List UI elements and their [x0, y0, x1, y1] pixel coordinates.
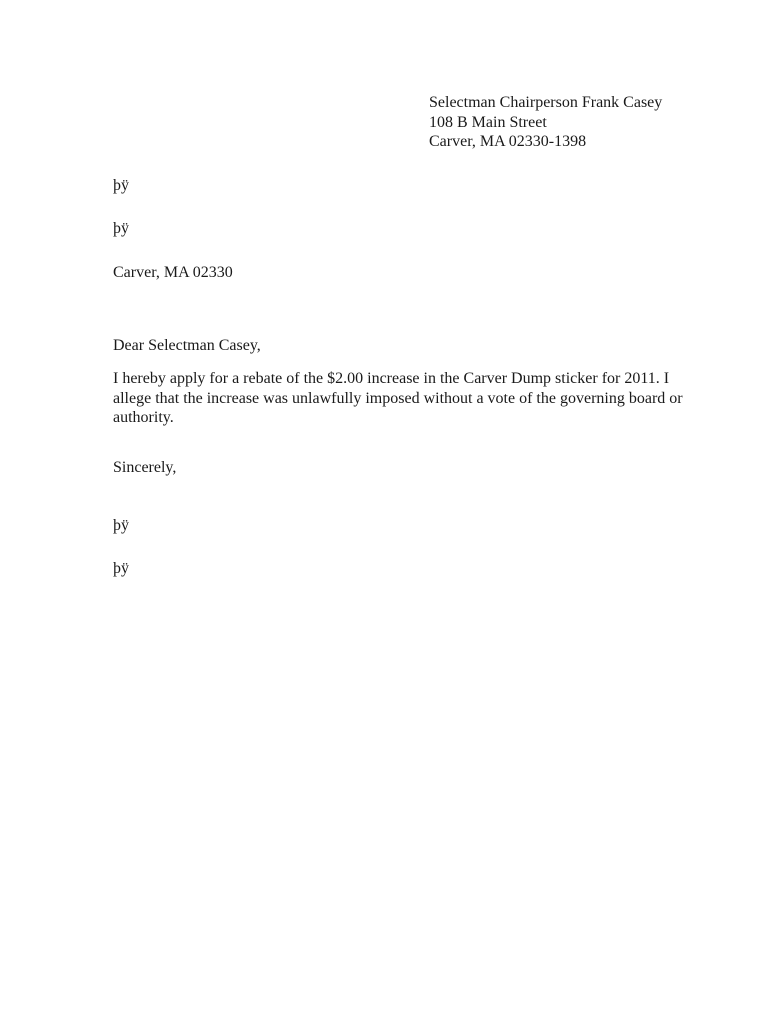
- recipient-address: [429, 93, 662, 152]
- sender-city: Carver, MA 02330: [113, 264, 233, 281]
- body-line-3: authority.: [113, 409, 174, 426]
- recipient-city: Carver, MA 02330-1398: [429, 133, 587, 150]
- signature-line-2: þÿ: [113, 560, 129, 577]
- letter-body: [113, 369, 683, 428]
- recipient-street: 108 B Main Street: [429, 113, 547, 131]
- signature-line-1: þÿ: [113, 517, 129, 534]
- recipient-name: Selectman Chairperson Frank Casey: [429, 94, 663, 111]
- body-line-2: allege that the increase was unlawfully imposed without a vote of the governing board or: [113, 389, 683, 407]
- body-line-1: I hereby apply for a rebate of the $2.00 increase in the Carver Dump sticker for 2011. I: [113, 370, 670, 387]
- sender-line-1: þÿ: [113, 177, 129, 194]
- salutation: Dear Selectman Casey,: [113, 337, 261, 354]
- sender-line-2: þÿ: [113, 220, 129, 237]
- closing: Sincerely,: [113, 459, 177, 476]
